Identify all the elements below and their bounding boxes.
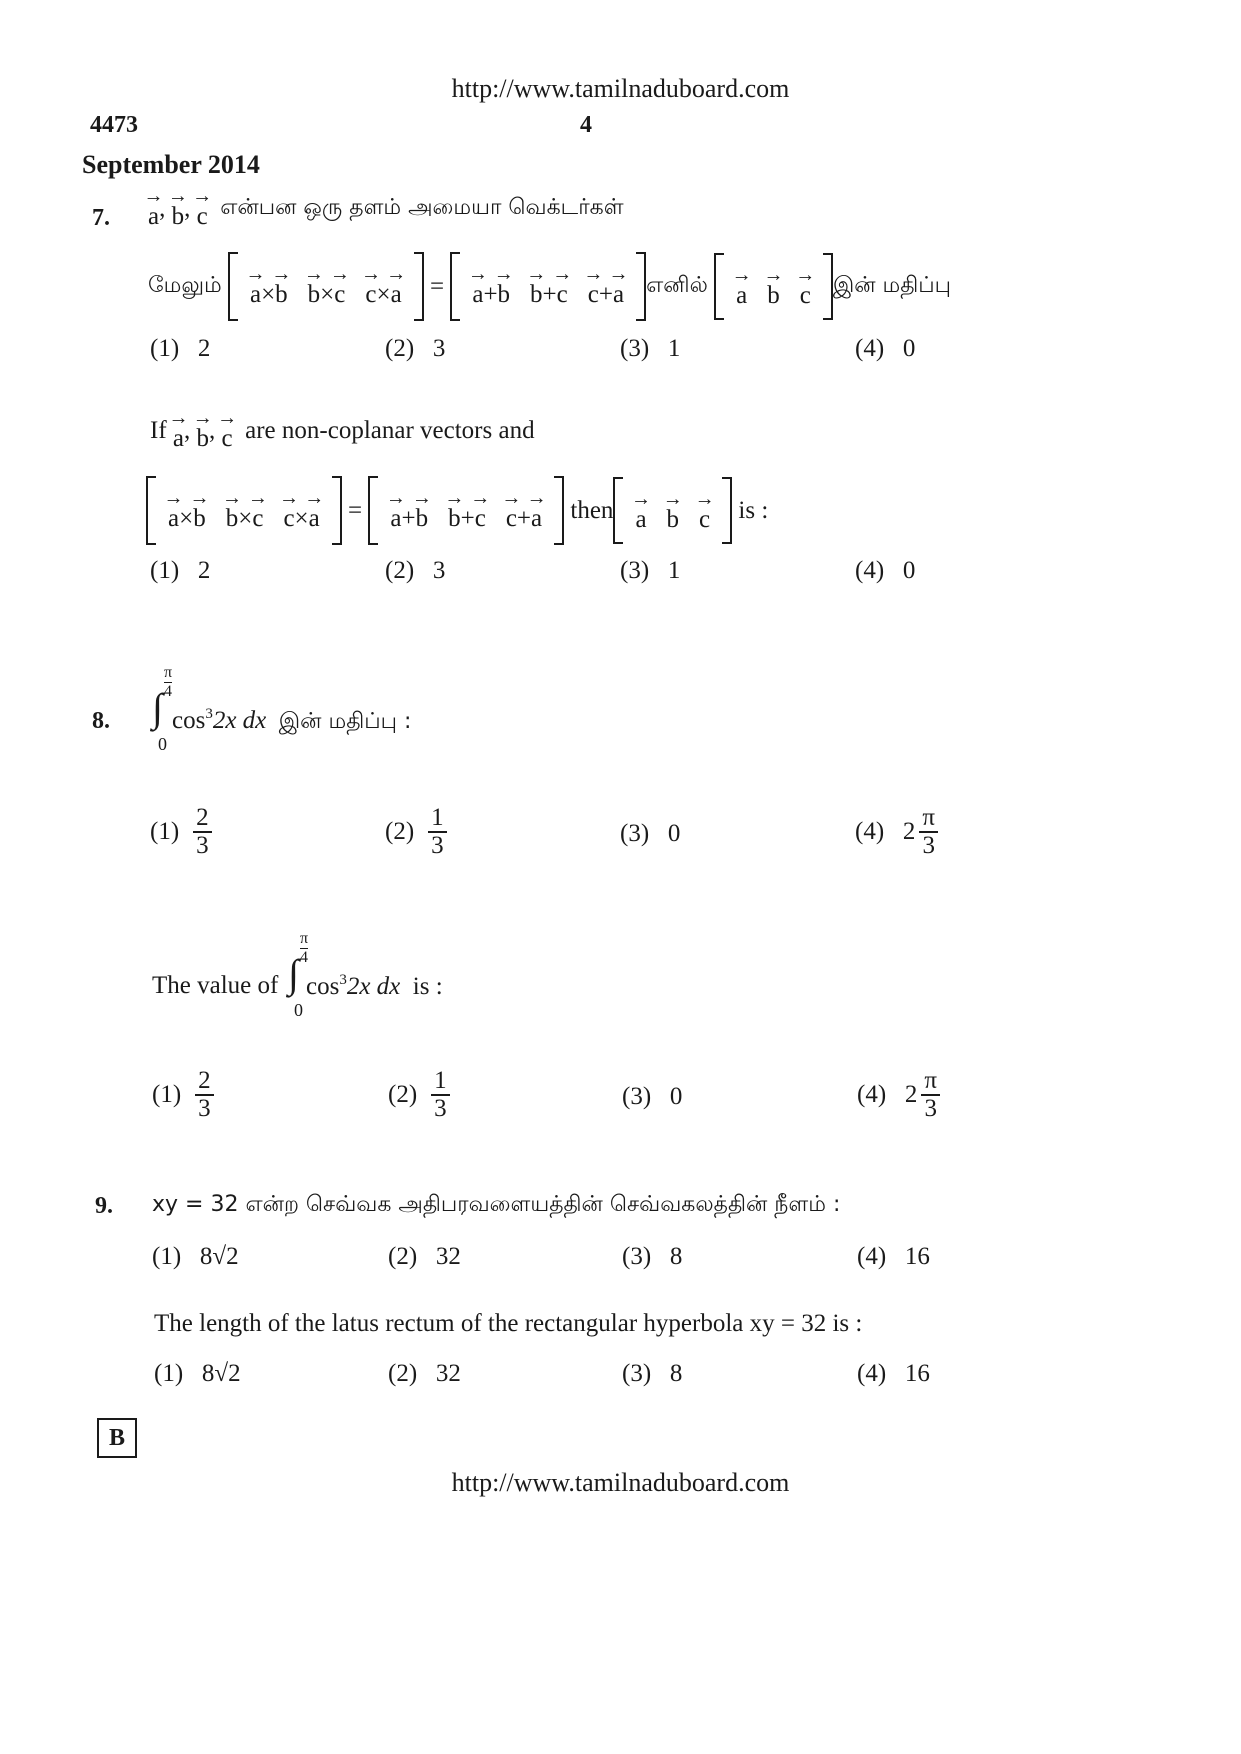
q9-en-option-2[interactable]: (2) 32 <box>388 1360 461 1387</box>
q8-ta-option-4[interactable]: (4) 2 $\frac{\pi}{3}$ <box>855 805 938 860</box>
footer-url[interactable]: http://www.tamilnaduboard.com <box>451 1468 790 1497</box>
q9-ta-option-2[interactable]: (2) 32 <box>388 1243 461 1270</box>
page-number: 4 <box>580 112 592 138</box>
q7-ta-option-2[interactable]: (2) 3 <box>385 335 446 362</box>
q8-en-option-2[interactable]: (2) $\frac{1}{3}$ <box>388 1068 450 1123</box>
q8-number: 8. <box>92 708 110 734</box>
header-url[interactable]: http://www.tamilnaduboard.com <box>451 74 790 103</box>
q8-ta-option-3[interactable]: (3) 0 <box>620 820 681 847</box>
q7-tamil-statement: என்பன ஒரு தளம் அமையா வெக்டர்கள் <box>220 194 624 220</box>
q7-en-option-2[interactable]: (2) 3 <box>385 557 446 584</box>
q7-tamil-then: எனில் <box>646 272 708 298</box>
box-product-sum: → a+→ b → b+→ c → c+→ a <box>450 252 646 321</box>
q8-en-integral: π 4 ∫ 0 <box>288 930 309 1020</box>
q7-number: 7. <box>92 205 110 231</box>
q7-en-line1: If → a , → b , → c are non-coplanar vectors and <box>150 410 535 451</box>
q7-ta-option-1[interactable]: (1) 2 <box>150 335 211 362</box>
q7-en-option-3[interactable]: (3) 1 <box>620 557 681 584</box>
paper-code: 4473 <box>90 112 138 138</box>
q8-en-option-1[interactable]: (1) $\frac{2}{3}$ <box>152 1068 214 1123</box>
booklet-type-box: B <box>97 1418 137 1458</box>
vec-b: → b <box>172 188 185 229</box>
q7-ta-option-3[interactable]: (3) 1 <box>620 335 681 362</box>
q7-en-option-1[interactable]: (1) 2 <box>150 557 211 584</box>
q7-ta-option-4[interactable]: (4) 0 <box>855 335 916 362</box>
box-product-cross: → a×→ b → b×→ c → c×→ a <box>228 252 424 321</box>
q7-en-if: If <box>150 416 167 444</box>
vec-a: → a <box>148 188 159 229</box>
q7-tamil-line1: → a , → b , → c என்பன ஒரு தளம் அமையா வெக்டர்கள் <box>148 188 624 229</box>
q9-tamil-text: xy = 32 என்ற செவ்வக அதிபரவளையத்தின் செவ்வகலத்தின் நீளம் : <box>152 1192 841 1217</box>
q9-en-option-1[interactable]: (1) 8√2 <box>154 1360 241 1387</box>
q8-ta-option-1[interactable]: (1) $\frac{2}{3}$ <box>150 805 212 860</box>
q8-ta-integral: π 4 ∫ 0 <box>152 664 173 754</box>
q8-en-prefix: The value of <box>152 972 279 999</box>
q8-en-option-3[interactable]: (3) 0 <box>622 1083 683 1110</box>
q9-number: 9. <box>95 1193 113 1219</box>
q8-ta-option-2[interactable]: (2) $\frac{1}{3}$ <box>385 805 447 860</box>
q7-tamil-equation: மேலும் → a×→ b → b×→ c → c×→ a = → a+→ b → b+→ c → c+→ a எனில் → a → b → c இன் மதிப்பு <box>148 252 951 321</box>
q7-en-is: is : <box>738 496 769 524</box>
q7-en-then: then <box>570 496 614 524</box>
q7-en-statement: are non-coplanar vectors and <box>245 416 535 444</box>
q7-en-equation: → a×→ b → b×→ c → c×→ a = → a+→ b → b+→ c → c+→ a then → a → b → c is : <box>146 476 768 545</box>
q9-en-text: The length of the latus rectum of the rectangular hyperbola xy = 32 is : <box>154 1310 863 1337</box>
box-product-sum-en: → a+→ b → b+→ c → c+→ a <box>368 476 564 545</box>
q8-ta-integrand: $\cos^32x$ dx இன் மதிப்பு : <box>172 706 412 734</box>
q8-en-integrand: $\cos^32x$ dx is : <box>306 972 443 1000</box>
q9-en-option-4[interactable]: (4) 16 <box>857 1360 930 1387</box>
q9-en-option-3[interactable]: (3) 8 <box>622 1360 683 1387</box>
session-title: September 2014 <box>82 150 260 179</box>
q7-tamil-prefix: மேலும் <box>148 272 222 298</box>
q9-ta-option-3[interactable]: (3) 8 <box>622 1243 683 1270</box>
q9-ta-option-4[interactable]: (4) 16 <box>857 1243 930 1270</box>
box-product-abc: → a → b → c <box>714 253 833 320</box>
q7-en-option-4[interactable]: (4) 0 <box>855 557 916 584</box>
box-product-cross-en: → a×→ b → b×→ c → c×→ a <box>146 476 342 545</box>
vec-c: → c <box>197 188 208 229</box>
box-product-abc-en: → a → b → c <box>613 477 732 544</box>
q7-tamil-suffix: இன் மதிப்பு <box>832 272 952 298</box>
q9-ta-option-1[interactable]: (1) 8√2 <box>152 1243 239 1270</box>
q8-en-option-4[interactable]: (4) 2 $\frac{\pi}{3}$ <box>857 1068 940 1123</box>
